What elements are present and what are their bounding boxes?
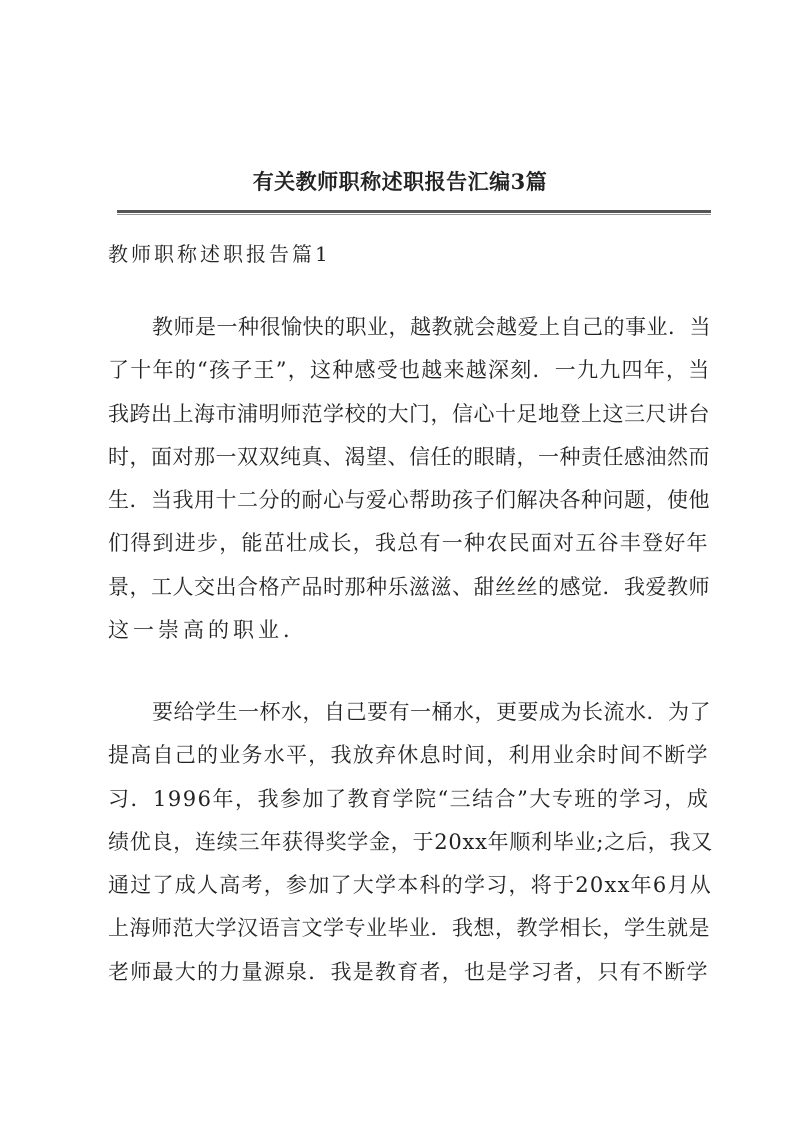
text-line: 这一崇高的职业． [108,618,308,643]
text-line: 时，面对那一双双纯真、渴望、信任的眼睛，一种责任感油然而 [108,444,710,469]
text-line: 习．1996年，我参加了教育学院“三结合”大专班的学习，成 [108,786,710,811]
text-line: 生．当我用十二分的耐心与爱心帮助孩子们解决各种问题，使他 [108,488,710,513]
paragraph-2 [108,691,714,994]
text-line: 上海师范大学汉语言文学专业毕业．我想，教学相长，学生就是 [108,916,710,941]
text-line: 教师是一种很愉快的职业，越教就会越爱上自己的事业．当 [152,315,711,339]
title-rule [117,210,711,213]
text-line: 提高自己的业务水平，我放弃休息时间，利用业余时间不断学 [108,743,709,768]
text-line: 通过了成人高考，参加了大学本科的学习，将于20xx年6月从 [108,873,713,898]
title-rule-thin [117,214,711,215]
text-line: 们得到进步，能茁壮成长，我总有一种农民面对五谷丰登好年 [108,531,709,556]
section-heading: 教师职称述职报告篇1 [108,242,331,266]
text-line: 要给学生一杯水，自己要有一桶水，更要成为长流水．为了 [152,700,711,724]
text-line: 了十年的“孩子王”，这种感受也越来越深刻．一九九四年，当 [108,358,711,383]
text-line: 老师最大的力量源泉．我是教育者，也是学习者，只有不断学 [108,959,709,984]
text-line: 绩优良，连续三年获得奖学金，于20xx年顺利毕业;之后，我又 [108,829,713,854]
paragraph-1 [108,306,714,652]
text-line: 我跨出上海市浦明师范学校的大门，信心十足地登上这三尺讲台 [108,401,710,426]
text-line: 景，工人交出合格产品时那种乐滋滋、甜丝丝的感觉．我爱教师 [108,574,710,599]
document-title: 有关教师职称述职报告汇编3篇 [252,169,548,194]
